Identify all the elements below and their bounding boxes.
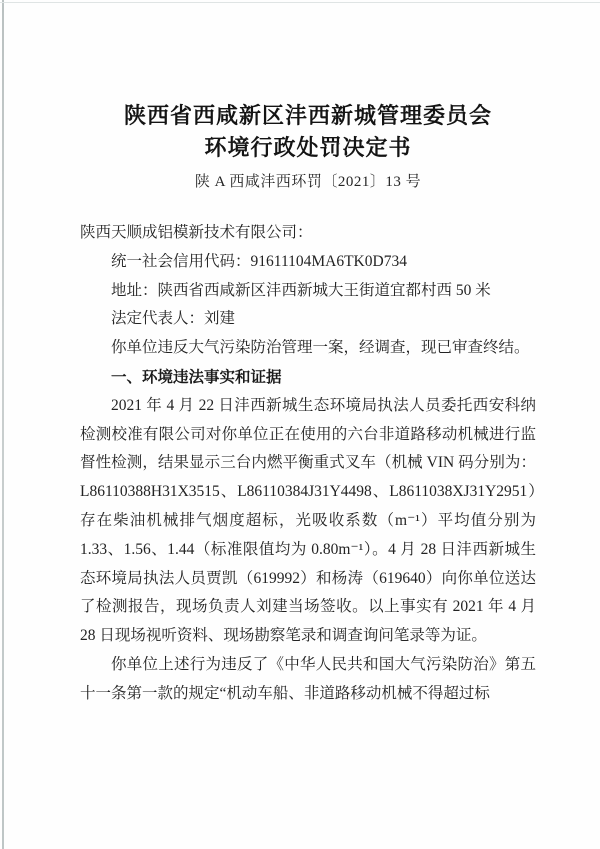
credit-code-line — [80, 248, 536, 277]
section-1-heading: 一、环境违法事实和证据 — [111, 367, 282, 386]
intro-paragraph: 你单位违反大气污染防治管理一案，经调查，现已审查终结。 — [111, 339, 530, 357]
document-number: 陕 A 西咸沣西环罚〔2021〕13 号 — [194, 174, 422, 190]
document-body — [80, 219, 536, 709]
recipient-line: 陕西天顺成铝模新技术有限公司： — [80, 224, 313, 241]
credit-code-label: 统一社会信用代码： — [111, 252, 251, 270]
facts-paragraph: 2021 年 4 月 22 日沣西新城生态环境局执法人员委托西安科纳检测校准有限公司对你单位正在使用的六台非道路移动机械进行监督性检测，结果显示三台内燃平衡重式叉车（机械 VIN 码分别为：L86110388H31X3515、L86110384J31Y4498、L8611038XJ31Y2951）存在柴油机械排气烟度超标，光吸收系数（m⁻¹）平均值分别为 1.33、1.56、1.44（标准限值均为 0.80m⁻¹）。4 月 28 日沣西新城生态环境局执法人员贾凯（619992）和杨涛（619640）向你单位送达了检测报告，现场负责人刘建当场签收。以上事实有 2021 年 4 月 28 日现场视听资料、现场勘察笔录和调查询问笔录等为证。 — [80, 396, 536, 645]
document-title — [80, 100, 536, 164]
scan-artifact-top-edge — [0, 2, 600, 3]
title-line-1: 陕西省西咸新区沣西新城管理委员会 — [123, 103, 492, 128]
credit-code-value: 91611104MA6TK0D734 — [250, 252, 407, 270]
legal-representative-label: 法定代表人： — [111, 310, 205, 328]
violation-paragraph: 你单位上述行为违反了《中华人民共和国大气污染防治》第五十一条第一款的规定“机动车船、非道路移动机械不得超过标 — [80, 655, 536, 702]
address-value: 陕西省西咸新区沣西新城大王街道宜都村西 50 米 — [157, 281, 491, 299]
scan-artifact-left-edge — [2, 0, 4, 849]
address-line — [80, 277, 536, 306]
address-label: 地址： — [111, 281, 158, 299]
legal-representative-value: 刘建 — [204, 310, 236, 328]
document-content — [80, 100, 536, 709]
title-line-2: 环境行政处罚决定书 — [204, 135, 412, 160]
legal-representative-line — [80, 305, 536, 334]
